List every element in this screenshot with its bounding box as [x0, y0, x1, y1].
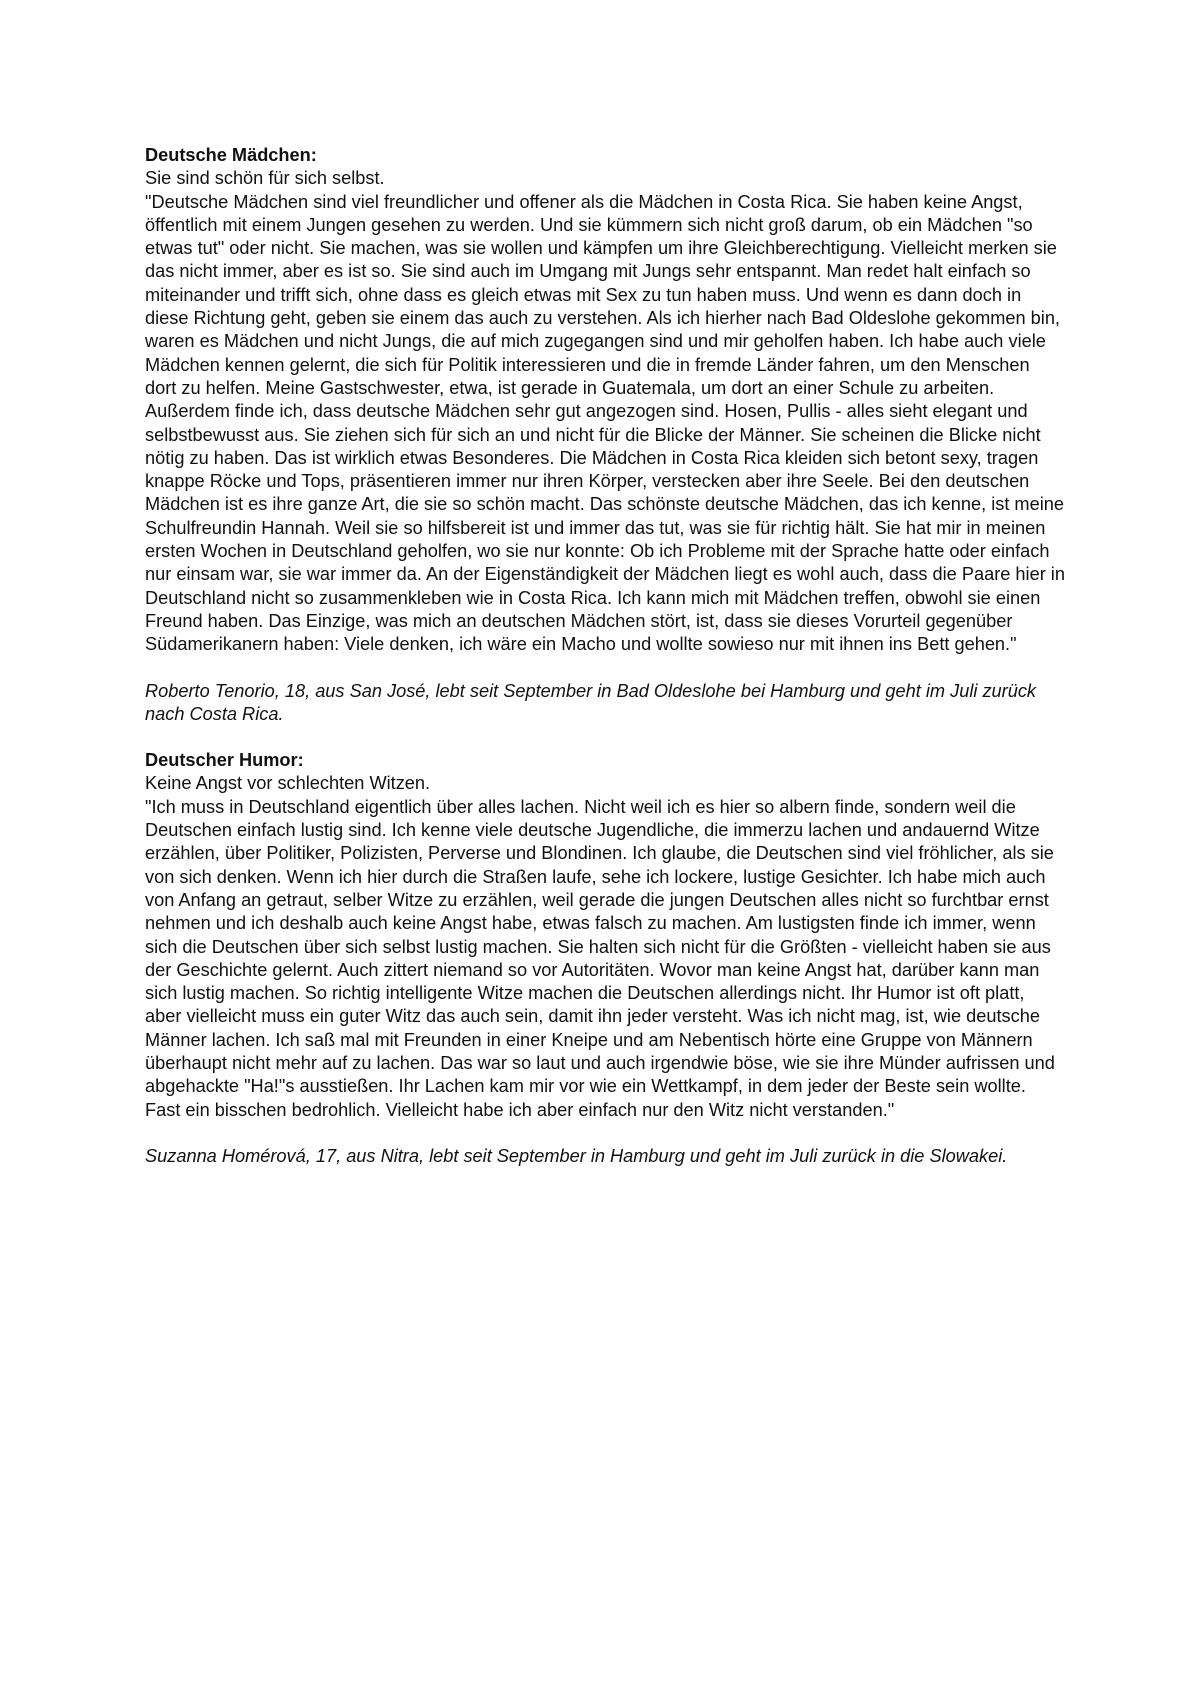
section-heading: Deutscher Humor: — [145, 750, 304, 771]
section-deutscher-humor — [145, 749, 1065, 1168]
section-deutsche-maedchen — [145, 144, 1065, 726]
author-byline: Roberto Tenorio, 18, aus San José, lebt seit September in Bad Oldeslohe bei Hamburg und geht im Juli zurück nach Costa Rica. — [145, 680, 1037, 724]
section-body: "Deutsche Mädchen sind viel freundlicher und offener als die Mädchen in Costa Rica. Sie haben keine Angst, öffentlich mit einem Jungen gesehen zu werden. Und sie kümmern sich nicht groß darum, ob ein Mädchen "so etwas tut" oder nicht. Sie machen, was sie wollen und kämpfen um ihre Gleichberechtigung. Vielleicht merken sie das nicht immer, aber es ist so. Sie sind auch im Umgang mit Jungs sehr entspannt. Man redet halt einfach so miteinander und trifft sich, ohne dass es gleich etwas mit Sex zu tun haben muss. Und wenn es dann doch in diese Richtung geht, geben sie einem das auch zu verstehen. Als ich hierher nach Bad Oldeslohe gekommen bin, waren es Mädchen und nicht Jungs, die auf mich zugegangen sind und mir geholfen haben. Ich habe auch viele Mädchen kennen gelernt, die sich für Politik interessieren und die in fremde Länder fahren, um den Menschen dort zu helfen. Meine Gastschwester, etwa, ist gerade in Guatemala, um dort an einer Schule zu arbeiten. Außerdem finde ich, dass deutsche Mädchen sehr gut angezogen sind. Hosen, Pullis - alles sieht elegant und selbstbewusst aus. Sie ziehen sich für sich an und nicht für die Blicke der Männer. Sie scheinen die Blicke nicht nötig zu haben. Das ist wirklich etwas Besonderes. Die Mädchen in Costa Rica kleiden sich betont sexy, tragen knappe Röcke und Tops, präsentieren immer nur ihren Körper, verstecken aber ihre Seele. Bei den deutschen Mädchen ist es ihre ganze Art, die sie so schön macht. Das schönste deutsche Mädchen, das ich kenne, ist meine Schulfreundin Hannah. Weil sie so hilfsbereit ist und immer das tut, was sie für richtig hält. Sie hat mir in meinen ersten Wochen in Deutschland geholfen, wo sie nur konnte: Ob ich Probleme mit der Sprache hatte oder einfach nur einsam war, sie war immer da. An der Eigenständigkeit der Mädchen liegt es wohl auch, dass die Paare hier in Deutschland nicht so zusammenkleben wie in Costa Rica. Ich kann mich mit Mädchen treffen, obwohl sie einen Freund haben. Das Einzige, was mich an deutschen Mädchen stört, ist, dass sie dieses Vorurteil gegenüber Südamerikanern haben: Viele denken, ich wäre ein Macho und wollte sowieso nur mit ihnen ins Bett gehen." — [145, 191, 1065, 655]
section-body: "Ich muss in Deutschland eigentlich über alles lachen. Nicht weil ich es hier so albern finde, sondern weil die Deutschen einfach lustig sind. Ich kenne viele deutsche Jugendliche, die immerzu lachen und andauernd Witze erzählen, über Politiker, Polizisten, Perverse und Blondinen. Ich glaube, die Deutschen sind viel fröhlicher, als sie von sich denken. Wenn ich hier durch die Straßen laufe, sehe ich lockere, lustige Gesichter. Ich habe mich auch von Anfang an getraut, selber Witze zu erzählen, weil gerade die jungen Deutschen alles nicht so furchtbar ernst nehmen und ich deshalb auch keine Angst habe, etwas falsch zu machen. Am lustigsten finde ich immer, wenn sich die Deutschen über sich selbst lustig machen. Sie halten sich nicht für die Größten - vielleicht haben sie aus der Geschichte gelernt. Auch zittert niemand so vor Autoritäten. Wovor man keine Angst hat, darüber kann man sich lustig machen. So richtig intelligente Witze machen die Deutschen allerdings nicht. Ihr Humor ist oft platt, aber vielleicht muss ein guter Witz das auch sein, damit ihn jeder versteht. Was ich nicht mag, ist, wie deutsche Männer lachen. Ich saß mal mit Freunden in einer Kneipe und am Nebentisch hörte eine Gruppe von Männern überhaupt nicht mehr auf zu lachen. Das war so laut und auch irgendwie böse, wie sie ihre Münder aufrissen und abgehackte "Ha!"s ausstießen. Ihr Lachen kam mir vor wie ein Wettkampf, in dem jeder der Beste sein wollte. Fast ein bisschen bedrohlich. Vielleicht habe ich aber einfach nur den Witz nicht verstanden." — [145, 796, 1055, 1120]
section-heading: Deutsche Mädchen: — [145, 145, 317, 165]
section-subline: Keine Angst vor schlechten Witzen. — [145, 773, 431, 794]
section-subline: Sie sind schön für sich selbst. — [145, 168, 385, 189]
document-page — [145, 144, 1065, 1168]
author-byline: Suzanna Homérová, 17, aus Nitra, lebt seit September in Hamburg und geht im Juli zurück in die Slowakei. — [145, 1145, 1008, 1166]
